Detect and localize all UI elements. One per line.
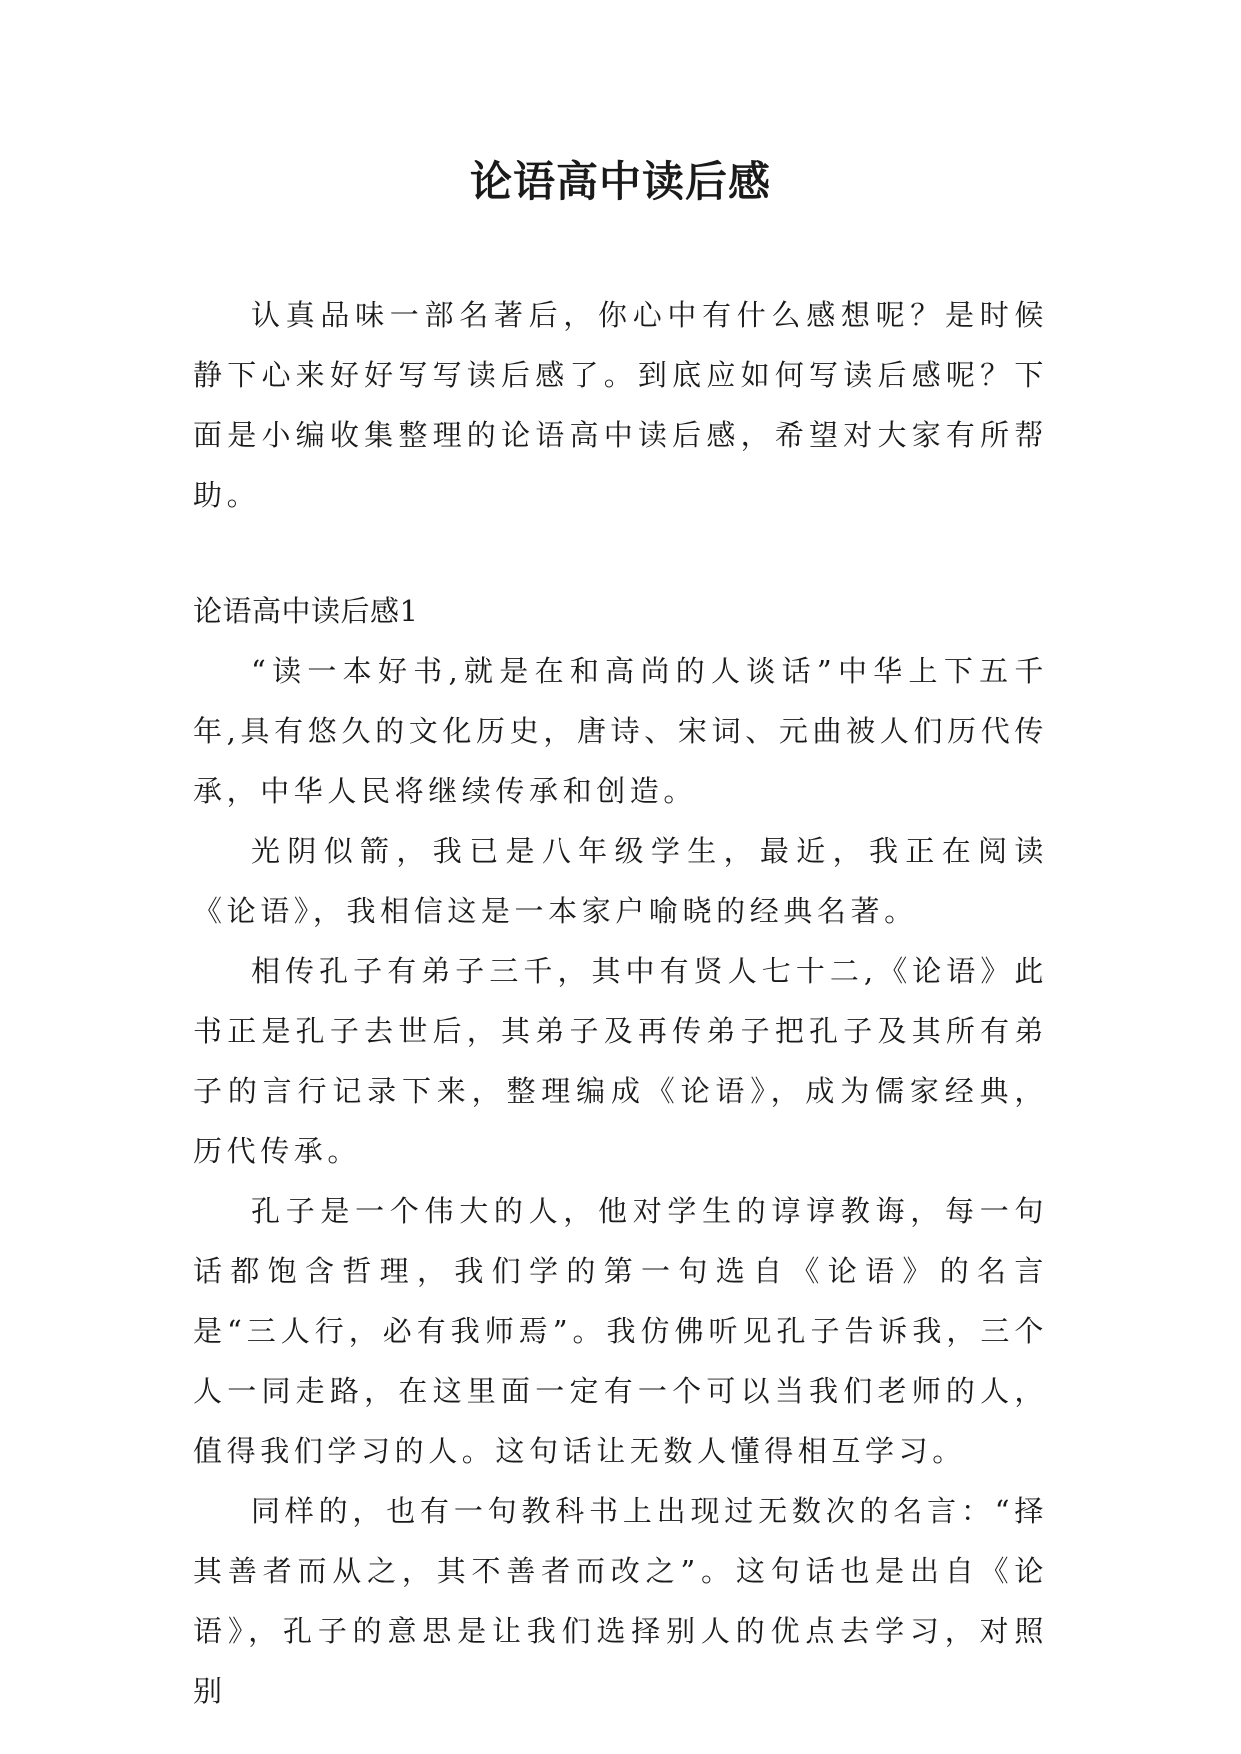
body-paragraph: “读一本好书,就是在和高尚的人谈话”中华上下五千年,具有悠久的文化历史，唐诗、宋词、元曲被人们历代传承，中华人民将继续传承和创造。 [193,654,1048,808]
body-paragraph: 孔子是一个伟大的人，他对学生的谆谆教诲，每一句话都饱含哲理，我们学的第一句选自《论语》的名言是“三人行，必有我师焉”。我仿佛听见孔子告诉我，三个人一同走路，在这里面一定有一个可以当我们老师的人，值得我们学习的人。这句话让无数人懂得相互学习。 [193,1194,1048,1468]
intro-paragraph: 认真品味一部名著后，你心中有什么感想呢？是时候静下心来好好写写读后感了。到底应如何写读后感呢？下面是小编收集整理的论语高中读后感，希望对大家有所帮助。 [193,298,1048,512]
body-paragraph: 光阴似箭，我已是八年级学生，最近，我正在阅读《论语》，我相信这是一本家户喻晓的经典名著。 [193,834,1048,928]
section-heading: 论语高中读后感1 [193,594,419,628]
body-paragraph: 同样的，也有一句教科书上出现过无数次的名言：“择其善者而从之，其不善者而改之”。这句话也是出自《论语》，孔子的意思是让我们选择别人的优点去学习，对照别 [193,1494,1048,1708]
document-body [193,285,1048,1721]
body-paragraph: 相传孔子有弟子三千，其中有贤人七十二,《论语》此书正是孔子去世后，其弟子及再传弟子把孔子及其所有弟子的言行记录下来，整理编成《论语》，成为儒家经典，历代传承。 [193,954,1048,1168]
document-title: 论语高中读后感 [469,157,771,206]
